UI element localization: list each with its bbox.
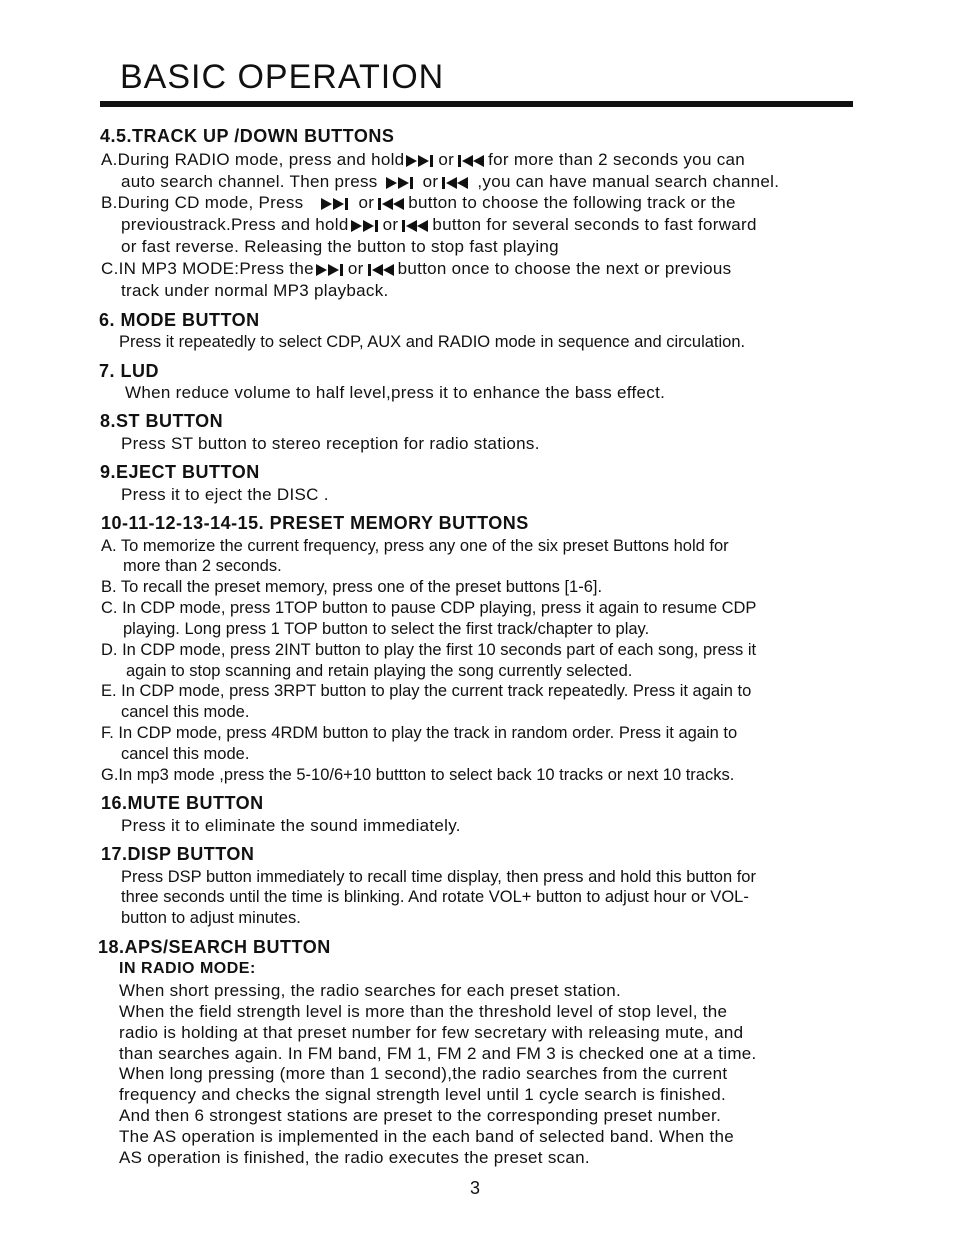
skip-back-icon xyxy=(440,177,470,189)
section-heading-preset: 10-11-12-13-14-15. PRESET MEMORY BUTTONS xyxy=(101,513,529,533)
aps-line: frequency and checks the signal strength level until 1 cycle search is finished. xyxy=(119,1085,727,1104)
aps-line: And then 6 strongest stations are preset to the corresponding preset number. xyxy=(119,1106,722,1125)
track-line-a2 xyxy=(121,172,779,192)
section-heading-mode: 6. MODE BUTTON xyxy=(99,310,260,330)
page-title: BASIC OPERATION xyxy=(120,58,445,96)
preset-line: C. In CDP mode, press 1TOP button to pause CDP playing, press it again to resume CDP xyxy=(101,599,757,617)
preset-line: F. In CDP mode, press 4RDM button to play the track in random order. Press it again to xyxy=(101,724,738,742)
skip-back-icon xyxy=(400,220,430,232)
preset-line: again to stop scanning and retain playing the song currently selected. xyxy=(126,662,633,680)
track-line-b2 xyxy=(121,215,757,235)
title-divider xyxy=(100,101,853,107)
section-heading-mute: 16.MUTE BUTTON xyxy=(101,793,264,813)
section-heading-aps: 18.APS/SEARCH BUTTON xyxy=(98,937,331,957)
preset-line: A. To memorize the current frequency, press any one of the six preset Buttons hold for xyxy=(101,537,729,555)
track-line-b3: or fast reverse. Releasing the button to stop fast playing xyxy=(121,237,559,256)
preset-line: G.In mp3 mode ,press the 5-10/6+10 buttton to select back 10 tracks or next 10 tracks. xyxy=(101,766,735,784)
preset-line: B. To recall the preset memory, press one of the preset buttons [1-6]. xyxy=(101,578,603,596)
text: or xyxy=(347,259,364,278)
text: or xyxy=(422,172,439,191)
aps-subheading: IN RADIO MODE: xyxy=(119,960,256,977)
preset-line: cancel this mode. xyxy=(121,745,250,763)
aps-line: AS operation is finished, the radio executes the preset scan. xyxy=(119,1148,590,1167)
track-line-c1 xyxy=(101,259,732,279)
mode-text: Press it repeatedly to select CDP, AUX and RADIO mode in sequence and circulation. xyxy=(119,333,746,351)
text: ,you can have manual search channel. xyxy=(477,172,780,191)
preset-line: cancel this mode. xyxy=(121,703,250,721)
aps-line: The AS operation is implemented in the each band of selected band. When the xyxy=(119,1127,735,1146)
aps-line: When short pressing, the radio searches for each preset station. xyxy=(119,981,622,1000)
skip-forward-icon xyxy=(321,198,351,210)
track-line-c2: track under normal MP3 playback. xyxy=(121,281,389,300)
st-text: Press ST button to stereo reception for radio stations. xyxy=(121,434,540,453)
text: auto search channel. Then press xyxy=(121,172,378,191)
preset-line: more than 2 seconds. xyxy=(123,557,282,575)
text: or xyxy=(438,150,455,169)
disp-line: button to adjust minutes. xyxy=(121,909,301,927)
skip-back-icon xyxy=(456,155,486,167)
skip-forward-icon xyxy=(351,220,381,232)
text: C.IN MP3 MODE:Press the xyxy=(101,259,314,278)
skip-back-icon xyxy=(366,264,396,276)
aps-line: than searches again. In FM band, FM 1, FM 2 and FM 3 is checked one at a time. xyxy=(119,1044,757,1063)
text: or xyxy=(382,215,399,234)
text: A.During RADIO mode, press and hold xyxy=(101,150,405,169)
disp-line: Press DSP button immediately to recall time display, then press and hold this button for xyxy=(121,868,756,886)
skip-forward-icon xyxy=(386,177,416,189)
aps-line: When long pressing (more than 1 second),the radio searches from the current xyxy=(119,1064,728,1083)
eject-text: Press it to eject the DISC . xyxy=(121,485,329,504)
text: button once to choose the next or previous xyxy=(397,259,732,278)
section-heading-st: 8.ST BUTTON xyxy=(100,411,224,431)
aps-line: When the field strength level is more than the threshold level of stop level, the xyxy=(119,1002,728,1021)
text: B.During CD mode, Press xyxy=(101,193,304,212)
disp-line: three seconds until the time is blinking. And rotate VOL+ button to adjust hour or VOL- xyxy=(121,888,749,906)
mute-text: Press it to eliminate the sound immediately. xyxy=(121,816,461,835)
section-heading-lud: 7. LUD xyxy=(99,361,160,381)
track-line-b1 xyxy=(101,193,736,213)
text: for more than 2 seconds you can xyxy=(488,150,746,169)
preset-line: D. In CDP mode, press 2INT button to play the first 10 seconds part of each song, press it xyxy=(101,641,757,659)
lud-text: When reduce volume to half level,press it to enhance the bass effect. xyxy=(125,383,666,402)
section-heading-disp: 17.DISP BUTTON xyxy=(101,844,255,864)
track-line-a1 xyxy=(101,150,745,170)
section-heading-track: 4.5.TRACK UP /DOWN BUTTONS xyxy=(100,126,395,146)
skip-back-icon xyxy=(376,198,406,210)
text: button for several seconds to fast forward xyxy=(432,215,757,234)
preset-line: E. In CDP mode, press 3RPT button to play the current track repeatedly. Press it again to xyxy=(101,682,752,700)
skip-forward-icon xyxy=(316,264,346,276)
text: button to choose the following track or the xyxy=(408,193,736,212)
text: previoustrack.Press and hold xyxy=(121,215,349,234)
preset-line: playing. Long press 1 TOP button to select the first track/chapter to play. xyxy=(123,620,650,638)
skip-forward-icon xyxy=(406,155,436,167)
section-heading-eject: 9.EJECT BUTTON xyxy=(100,462,260,482)
page-number: 3 xyxy=(470,1178,481,1198)
aps-line: radio is holding at that preset number for few secretary with releasing mute, and xyxy=(119,1023,744,1042)
text: or xyxy=(358,193,375,212)
